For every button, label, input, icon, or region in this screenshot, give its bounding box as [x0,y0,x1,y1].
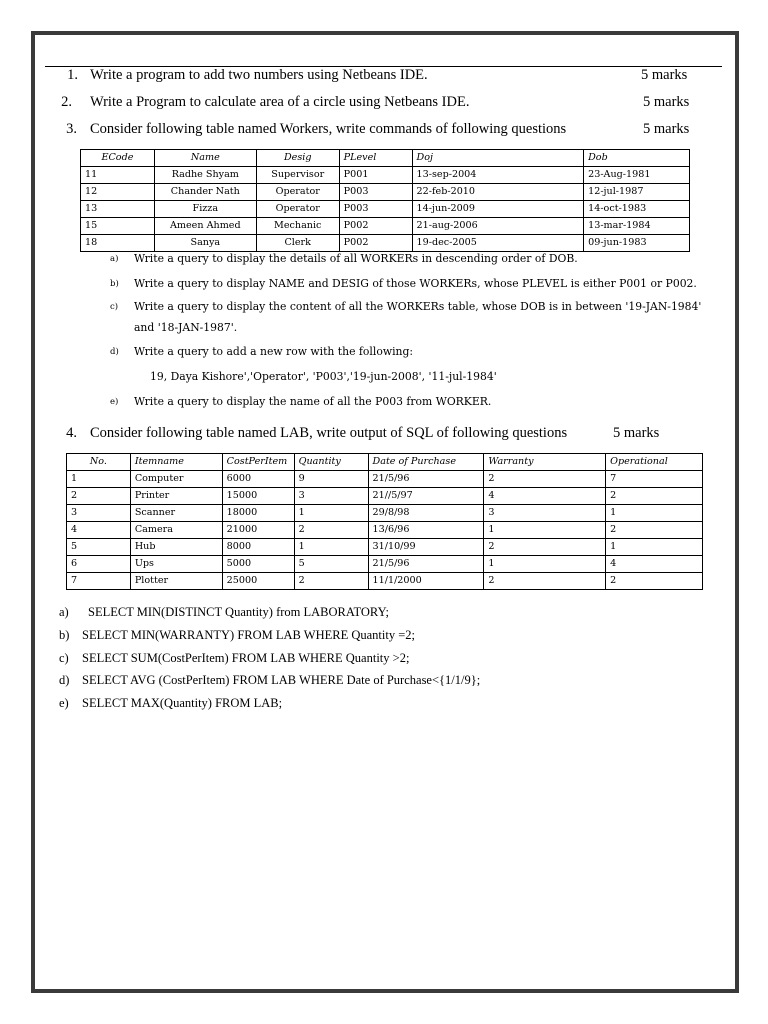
table-header-row [67,454,703,471]
table-cell: Mechanic [256,218,339,235]
sql-question-text: SELECT MIN(WARRANTY) FROM LAB WHERE Quantity =2; [82,628,415,642]
column-header: ECode [81,150,155,167]
sub-question-label: b) [110,279,119,289]
sub-question-label: d) [110,347,119,357]
question-marks: 5 marks [643,121,690,137]
column-header: Dob [584,150,690,167]
table-cell: 7 [67,573,131,590]
table-cell: P002 [339,235,412,252]
sub-question-text: Write a query to display the details of all WORKERs in descending order of DOB. [134,252,578,265]
table-row [67,539,703,556]
table-cell: 21/5/96 [368,471,484,488]
table-cell: 4 [484,488,606,505]
sub-question-text: Write a query to display NAME and DESIG of those WORKERs, whose PLEVEL is either P001 or P002. [134,277,697,290]
table-cell: 5 [67,539,131,556]
lab-table [66,453,703,590]
table-cell: Radhe Shyam [154,167,256,184]
sub-question-label: c) [110,302,119,312]
table-cell: 2 [294,522,368,539]
table-cell: Clerk [256,235,339,252]
column-header: Name [154,150,256,167]
column-header: Quantity [294,454,368,471]
table-cell: P002 [339,218,412,235]
table-cell: 5000 [222,556,294,573]
sql-question-label: a) [59,605,69,619]
table-cell: 11 [81,167,155,184]
question-text: Write a program to add two numbers using Netbeans IDE. [90,67,428,83]
table-cell: Operator [256,184,339,201]
table-row [67,573,703,590]
table-row [67,505,703,522]
table-cell: 14-jun-2009 [412,201,584,218]
question-marks: 5 marks [641,67,688,83]
question-text: Write a Program to calculate area of a circle using Netbeans IDE. [90,94,470,110]
sql-question-text: SELECT SUM(CostPerItem) FROM LAB WHERE Quantity >2; [82,651,410,665]
table-row [81,235,690,252]
table-cell: 22-feb-2010 [412,184,584,201]
table-cell: 1 [294,539,368,556]
sql-question-text: SELECT MIN(DISTINCT Quantity) from LABORATORY; [88,605,389,619]
sub-question-text: Write a query to add a new row with the following: [134,345,414,358]
table-cell: 1 [67,471,131,488]
table-cell: 2 [606,522,703,539]
table-cell: 21-aug-2006 [412,218,584,235]
sql-question-text: SELECT MAX(Quantity) FROM LAB; [82,696,283,710]
table-cell: 2 [484,539,606,556]
table-cell: Hub [130,539,222,556]
table-cell: Camera [130,522,222,539]
sub-question-text: Write a query to display the name of all the P003 from WORKER. [134,395,492,408]
table-cell: 1 [606,539,703,556]
table-cell: 3 [484,505,606,522]
table-cell: 3 [67,505,131,522]
table-cell: 2 [484,471,606,488]
table-cell: 2 [606,573,703,590]
table-row [81,167,690,184]
table-cell: Ups [130,556,222,573]
table-cell: 15 [81,218,155,235]
table-cell: 5 [294,556,368,573]
question-marks: 5 marks [643,94,690,110]
table-cell: Chander Nath [154,184,256,201]
workers-question-c-continuation: and '18-JAN-1987'. [134,321,238,334]
table-header-row [81,150,690,167]
table-cell: 13-mar-1984 [584,218,690,235]
question-marks: 5 marks [613,425,660,441]
table-row [67,488,703,505]
table-cell: Sanya [154,235,256,252]
column-header: Itemname [130,454,222,471]
table-cell: 4 [606,556,703,573]
sql-question-label: b) [59,628,70,642]
question-number: 1. [67,67,78,83]
table-cell: Plotter [130,573,222,590]
table-cell: 13 [81,201,155,218]
column-header: No. [67,454,131,471]
question-number: 4. [66,425,77,441]
table-cell: 19-dec-2005 [412,235,584,252]
column-header: Desig [256,150,339,167]
table-row [67,556,703,573]
table-cell: 8000 [222,539,294,556]
table-row [67,471,703,488]
table-cell: 12 [81,184,155,201]
table-cell: 4 [67,522,131,539]
table-cell: 15000 [222,488,294,505]
table-cell: 11/1/2000 [368,573,484,590]
sub-question-label: e) [110,397,119,407]
sub-question-text: Write a query to display the content of all the WORKERs table, whose DOB is in between '19-JAN-1984' [134,300,702,313]
sql-question-label: d) [59,673,70,687]
table-cell: 21//5/97 [368,488,484,505]
table-row [81,201,690,218]
table-cell: 18000 [222,505,294,522]
question-number: 2. [61,94,72,110]
column-header: Doj [412,150,584,167]
column-header: CostPerItem [222,454,294,471]
column-header: Operational [606,454,703,471]
table-cell: 6000 [222,471,294,488]
table-cell: 29/8/98 [368,505,484,522]
table-cell: 1 [484,556,606,573]
sql-question-text: SELECT AVG (CostPerItem) FROM LAB WHERE Date of Purchase<{1/1/9}; [82,673,481,687]
table-cell: 12-jul-1987 [584,184,690,201]
table-cell: 31/10/99 [368,539,484,556]
question-text: Consider following table named LAB, write output of SQL of following questions [90,425,568,441]
table-cell: 6 [67,556,131,573]
table-row [81,184,690,201]
column-header: Date of Purchase [368,454,484,471]
sub-question-label: a) [110,254,119,264]
table-cell: 21/5/96 [368,556,484,573]
table-cell: 23-Aug-1981 [584,167,690,184]
column-header: PLevel [339,150,412,167]
table-cell: 09-jun-1983 [584,235,690,252]
sql-question-label: c) [59,651,69,665]
workers-table [80,149,690,252]
table-cell: P001 [339,167,412,184]
table-cell: 21000 [222,522,294,539]
table-cell: 3 [294,488,368,505]
table-cell: 1 [294,505,368,522]
table-cell: Scanner [130,505,222,522]
table-cell: 7 [606,471,703,488]
table-cell: 13-sep-2004 [412,167,584,184]
table-cell: Printer [130,488,222,505]
table-cell: 13/6/96 [368,522,484,539]
table-cell: 14-oct-1983 [584,201,690,218]
sql-question-label: e) [59,696,69,710]
table-cell: 2 [484,573,606,590]
table-row [81,218,690,235]
table-row [67,522,703,539]
table-cell: Fizza [154,201,256,218]
table-cell: 9 [294,471,368,488]
table-cell: Supervisor [256,167,339,184]
table-cell: 1 [606,505,703,522]
table-cell: Ameen Ahmed [154,218,256,235]
table-cell: 25000 [222,573,294,590]
table-cell: 2 [67,488,131,505]
column-header: Warranty [484,454,606,471]
table-cell: 2 [606,488,703,505]
workers-question-d-continuation: 19, Daya Kishore','Operator', 'P003','19-jun-2008', '11-jul-1984' [150,370,497,383]
table-cell: Operator [256,201,339,218]
table-cell: P003 [339,201,412,218]
table-cell: 1 [484,522,606,539]
question-text: Consider following table named Workers, write commands of following questions [90,121,567,137]
table-cell: Computer [130,471,222,488]
table-cell: P003 [339,184,412,201]
table-cell: 18 [81,235,155,252]
question-number: 3. [66,121,77,137]
table-cell: 2 [294,573,368,590]
